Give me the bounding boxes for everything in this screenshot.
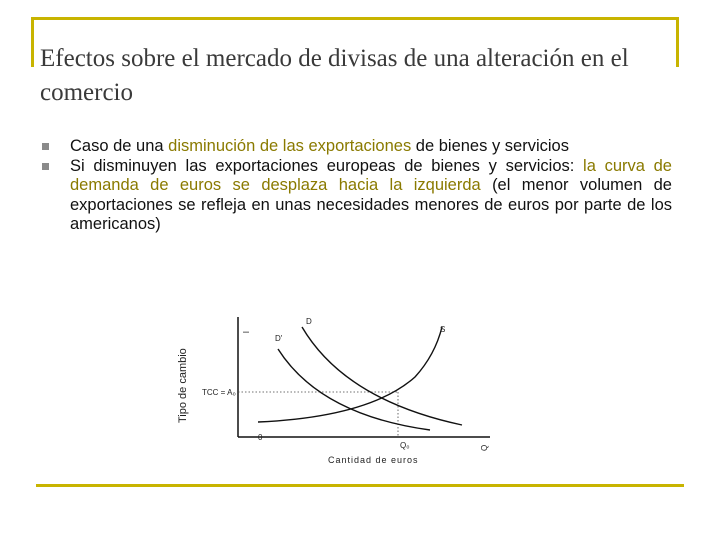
bullet-1-text-b: de bienes y servicios [411,137,569,155]
bullet-square-icon [42,143,49,150]
frame-left-line [31,17,34,67]
series-label-d: D [306,317,312,326]
x-axis-title: Cantidad de euros [328,455,419,465]
bullet-1-text-a: Caso de una [70,137,169,155]
bullet-list [42,137,672,235]
supply-curve-s [258,327,442,422]
y-axis-top-label: I [241,331,250,334]
bullet-1-highlight: disminución de las exportaciones [168,137,412,155]
origin-label: 0 [258,433,263,442]
y-axis-title: Tipo de cambio [177,348,189,423]
bullet-2-highlight: la curva de demanda de euros se desplaza hacia la izquierda [70,156,672,194]
frame-top-line [31,17,679,20]
currency-market-chart [170,305,510,480]
slide-title: Efectos sobre el mercado de divisas de una alteración en el comercio [40,45,629,106]
bullet-item-2 [42,157,672,235]
series-label-d-prime: D' [275,334,283,343]
x-tick-label: Q₀ [400,441,410,450]
bullet-square-icon [42,163,49,170]
series-label-s: S [440,325,446,334]
y-tick-label: TCC = A₀ [202,388,236,397]
bullet-2-text-b: (el menor volumen de exportaciones se refleja en unas necesidades menores de euros por parte de los americanos) [70,176,672,233]
bullet-item-1 [42,137,672,157]
x-axis-end-label: Q [480,444,489,451]
frame-bottom-line [36,484,684,487]
bullet-2-text-a: Si disminuyen las exportaciones europeas de bienes y servicios: [70,156,584,175]
